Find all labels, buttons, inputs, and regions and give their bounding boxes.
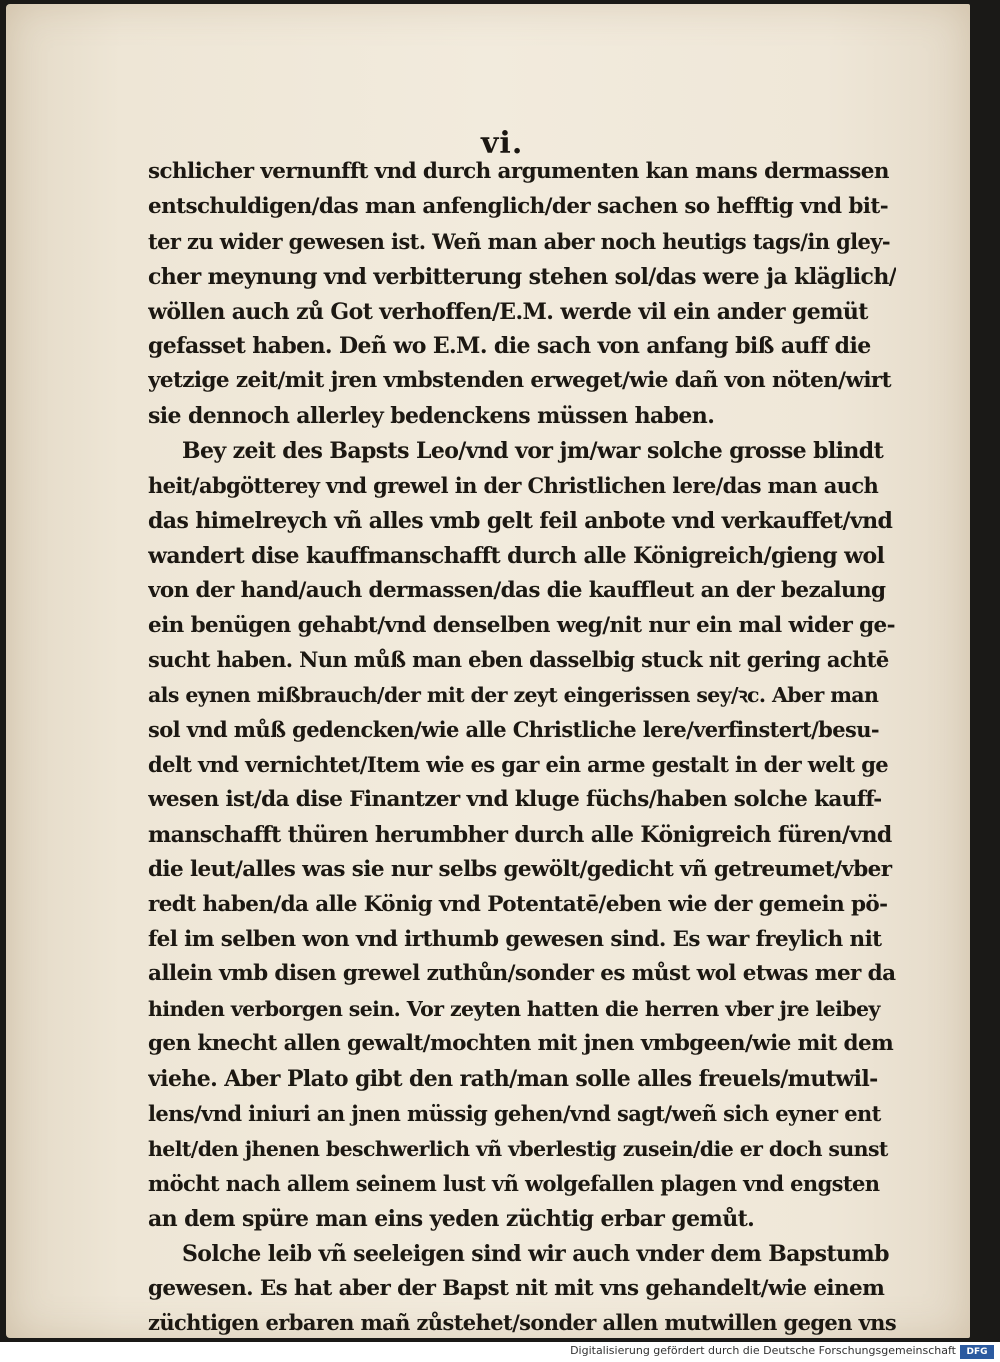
folio-number: vi.: [481, 126, 524, 161]
text-line: allein vmb disen grewel zuthůn/sonder es můst wol etwas mer da: [148, 961, 896, 987]
text-line: manschafft thüren herumbher durch alle Königreich füren/vnd: [148, 821, 892, 848]
text-line: gefasset haben. Deñ wo E.M. die sach von anfang biß auff die: [148, 333, 871, 360]
text-line: von der hand/auch dermassen/das die kauffleut an der bezalung: [148, 577, 886, 603]
text-line: helt/den jhenen beschwerlich vñ vberlestig zusein/die er doch sunst: [148, 1136, 888, 1161]
text-line: heit/abgötterey vnd grewel in der Christlichen lere/das man auch: [148, 473, 879, 499]
book-page: [6, 4, 970, 1338]
text-line: wandert dise kauffmanschafft durch alle Königreich/gieng wol: [148, 542, 885, 569]
text-line: lens/vnd iniuri an jnen müssig gehen/vnd sagt/weñ sich eyner ent: [148, 1101, 881, 1127]
text-line: ter zu wider gewesen ist. Weñ man aber noch heutigs tags/in gley-: [148, 228, 891, 254]
text-line: Bey zeit des Bapsts Leo/vnd vor jm/war solche grosse blindt: [182, 438, 884, 465]
text-line: entschuldigen/das man anfenglich/der sachen so hefftig vnd bit-: [148, 193, 889, 219]
text-line: als eynen mißbrauch/der mit der zeyt eingerissen sey/ꝛc. Aber man: [148, 683, 879, 708]
text-line: hinden verborgen sein. Vor zeyten hatten die herren vber jre leibey: [148, 997, 880, 1022]
text-line: gen knecht allen gewalt/mochten mit jnen vmbgeen/wie mit dem: [148, 1031, 894, 1057]
text-line: sie dennoch allerley bedenckens müssen haben.: [148, 403, 715, 430]
text-line: ein benügen gehabt/vnd denselben weg/nit nur ein mal wider ge-: [148, 612, 895, 638]
dfg-logo: DFG: [960, 1345, 994, 1359]
text-line: das himelreych vñ alles vmb gelt feil anbote vnd verkauffet/vnd: [148, 507, 893, 534]
text-line: sucht haben. Nun můß man eben dasselbig stuck nit gering achtē: [148, 647, 889, 673]
footer-bar: [0, 1342, 1000, 1362]
text-line: möcht nach allem seinem lust vñ wolgefallen plagen vnd engsten: [148, 1170, 880, 1196]
text-line: delt vnd vernichtet/Item wie es gar ein arme gestalt in der welt ge: [148, 752, 889, 778]
text-line: redt haben/da alle König vnd Potentatē/eben wie der gemein pö-: [148, 891, 888, 917]
text-line: cher meynung vnd verbitterung stehen sol/das were ja kläglich/: [148, 263, 896, 290]
text-line: sol vnd můß gedencken/wie alle Christliche lere/verfinstert/besu-: [148, 717, 880, 743]
text-line: fel im selben won vnd irthumb gewesen sind. Es war freylich nit: [148, 926, 882, 952]
funding-credit: Digitalisierung gefördert durch die Deutsche Forschungsgemeinschaft: [570, 1344, 956, 1357]
text-line: schlicher vernunfft vnd durch argumenten kan mans dermassen: [148, 159, 889, 184]
text-line: wesen ist/da dise Finantzer vnd kluge füchs/haben solche kauff-: [148, 787, 882, 813]
text-line: gewesen. Es hat aber der Bapst nit mit vns gehandelt/wie einem: [148, 1275, 885, 1301]
text-line: an dem spüre man eins yeden züchtig erbar gemůt.: [148, 1205, 755, 1232]
text-line: züchtigen erbaren mañ zůstehet/sonder allen mutwillen gegen vns: [148, 1310, 896, 1336]
body-text: [148, 155, 896, 1338]
text-line: viehe. Aber Plato gibt den rath/man solle alles freuels/mutwil-: [148, 1066, 878, 1093]
text-line: Solche leib vñ seeleigen sind wir auch vnder dem Bapstumb: [182, 1240, 889, 1267]
text-line: yetzige zeit/mit jren vmbstenden erweget/wie dañ von nöten/wirt: [148, 368, 891, 394]
text-line: die leut/alles was sie nur selbs gewölt/gedicht vñ getreumet/vber: [148, 856, 892, 882]
text-line: wöllen auch zů Got verhoffen/E.M. werde vil ein ander gemüt: [148, 298, 868, 325]
